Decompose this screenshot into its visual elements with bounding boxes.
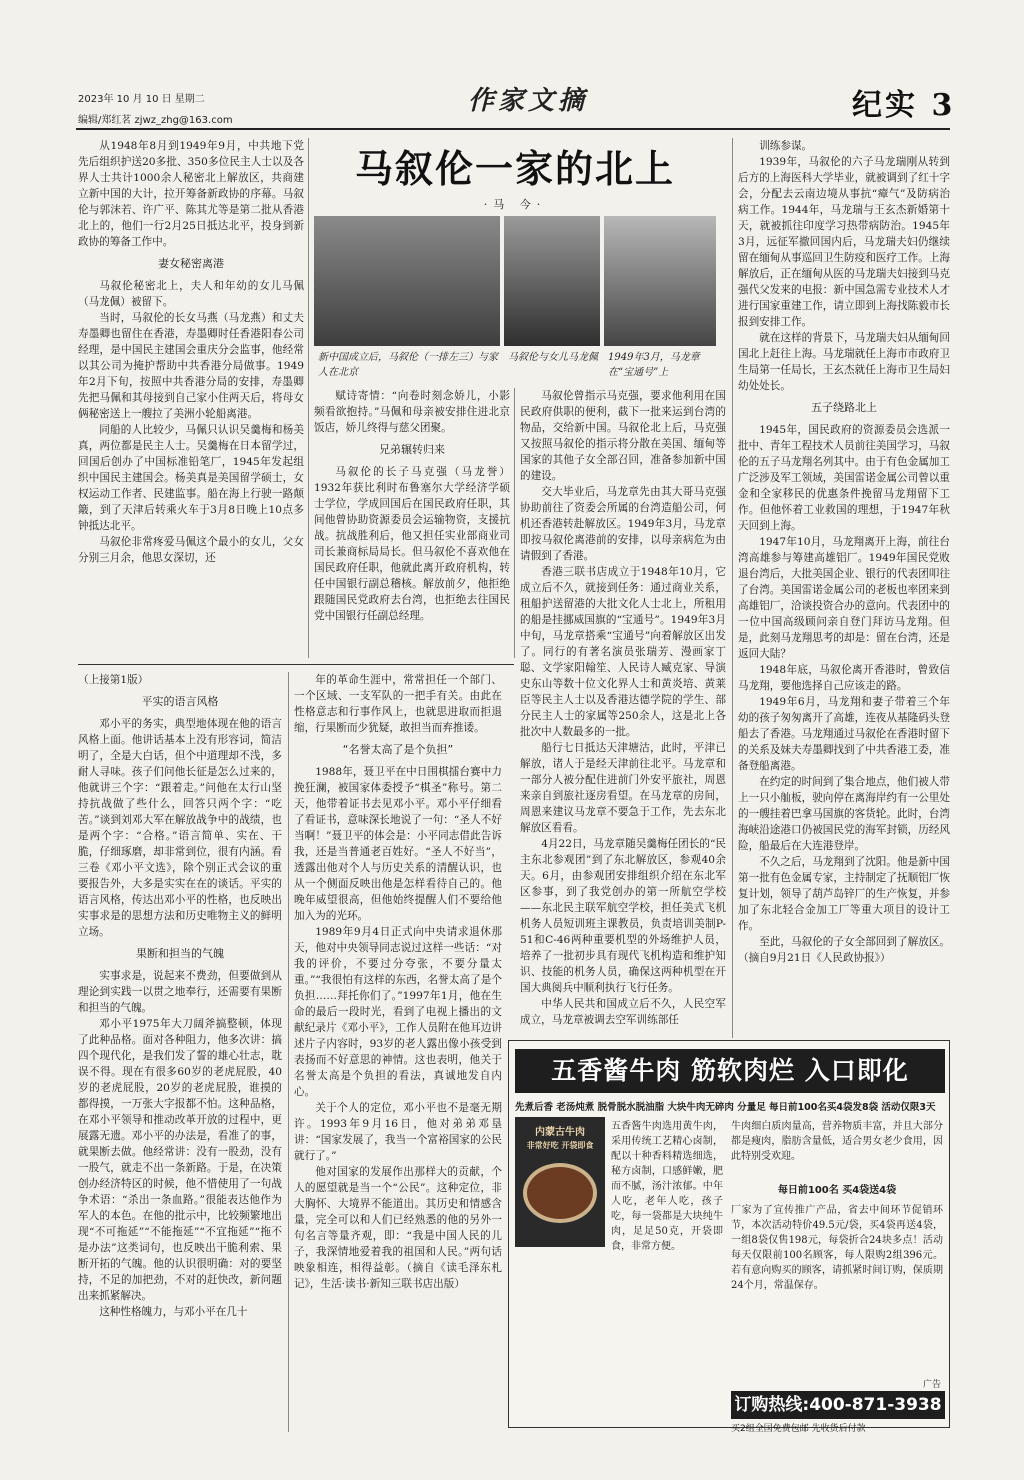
paragraph: 至此，马叙伦的子女全部回到了解放区。（摘自9月21日《人民政协报》） — [738, 936, 950, 964]
section-title: 纪实 3 — [852, 88, 956, 123]
article-col-2 — [314, 388, 510, 658]
photo-caption-3: 1949年3月，马龙章在“宝通号”上 — [608, 352, 700, 378]
subheading-fifth: 五子绕路北上 — [811, 401, 877, 414]
ad-headline: 五香酱牛肉 筋软肉烂 入口即化 — [515, 1049, 945, 1093]
article-col-3 — [520, 388, 726, 1040]
paragraph: 不久之后，马龙翔到了沈阳。他是新中国第一批有色金属专家，主持制定了抚顺铝厂恢复计划，领导了葫芦岛锌厂的生产恢复，并参加了东北轻合金加工厂等重大项目的设计工作。 — [738, 856, 950, 932]
ship-photo — [604, 216, 716, 346]
paragraph: 从1948年8月到1949年9月，中共地下党先后组织护送20多批、350多位民主人士以及各界人士共计1000余人秘密北上解放区，共商建立新中国的大计，拉开筹备新政协的序幕。马叙伦与郭沫若、许广平、陈其尤等是第二批从香港北上的，他们一行2月25日抵达北平，投身到新政协的筹备工作中。 — [78, 140, 304, 248]
article-author: ·马 今· — [483, 198, 547, 211]
order-hotline[interactable]: 订购热线:400-871-3938 — [731, 1391, 945, 1419]
column-divider — [732, 138, 733, 1038]
paragraph: 1989年9月4日正式向中央请求退休那天，他对中央领导同志说过这样一些话：“对我的评价，不要过分夸张，不要分量太重。”“我很怕有这样的东西，名誉太高了是个负担……拜托你们了。”1997年1月，他在生命的最后一段时光，看到了电视上播出的文献纪录片《邓小平》，工作人员附在他耳边讲述片子内容时，93岁的老人露出像小孩受到表扬而不好意思的神情。这也表明，他关于名誉太高是个负担的看法，真诚地发自内心。 — [294, 926, 502, 1098]
article-title: 马叙伦一家的北上 — [354, 147, 675, 191]
paragraph: 实事求是，说起来不费劲，但要做到从理论到实践一以贯之地奉行，还需要有果断和担当的气魄。 — [78, 970, 282, 1014]
paragraph: 马叙伦的长子马克强（马龙誉）1932年获比利时布鲁塞尔大学经济学硕士学位，学成回国后在国民政府任职，其间他曾协助资源委员会运输物资，支援抗战。抗战胜利后，他又担任实业部商业司司长兼商标局局长。但马叙伦不喜欢他在国民政府任职，他就此离开政府机构，转任中国银行副总稽核。解放前夕，他拒绝跟随国民党政府去台湾，也拒绝去往国民党中国银行任副总经理。 — [314, 466, 510, 622]
subheading-brothers: 兄弟辗转归来 — [379, 443, 445, 456]
paragraph: 同船的人比较少，马佩只认识吴羹梅和杨美真，两位都是民主人士。吴羹梅在日本留学过，回国后创办了中国标准铅笔厂，1945年发起组织中国民主建国会。杨美真是美国留学硕士，女权运动工作者、民建监事。船在海上行驶一路颠簸，到了天津后转乘火车于3月8日晚上10点多钟抵达北平。 — [78, 424, 304, 532]
paragraph: 1947年10月，马龙翔离开上海，前往台湾高雄参与筹建高雄铝厂。1949年国民党败退台湾后，大批美国企业、银行的代表团叩往了台湾。美国雷诺金属公司的老板也率团来到高雄铝厂，洽谈投资合办的意向。代表团中的一位中国高级顾问亲自登门拜访马龙翔。但是，此刻马龙翔思考的却是：留在台湾，还是返回大陆？ — [738, 536, 950, 660]
paragraph: 关于个人的定位，邓小平也不是毫无期许。1993年9月16日，他对弟弟邓垦讲：“国家发展了，我当一个富裕国家的公民就行了。” — [294, 1102, 502, 1162]
paragraph: 邓小平1975年大刀阔斧搞整顿，体现了此种品格。面对各种阻力，他多次讲：搞四个现代化，是我们发了誓的雄心壮志，耽误不得。现在有很多60岁的老虎屁股，40岁的老虎屁股，20岁的老虎屁股，谁摸的都得摸，一万张大字报都不怕。这种品格，在邓小平领导和推动改革开放的过程中，更展露无遗。邓小平的办法是，看准了的事，就果断去做。他经常讲：没有一股劲，没有一股气，就走不出一条新路。于是，在决策创办经济特区的时候，他不惜使用了一句战争术语：“杀出一条血路。”很能表达他作为军人的本色。在他的批示中，比较频繁地出现“不可拖延”“不能拖延”“不宜拖延”“拖不是办法”这类词句，也反映出干脆利索、果断开拓的气魄。他的认识很明确：对的要坚持，不足的加把劲，不对的赶快改，新问题出来抓紧解决。 — [78, 1018, 282, 1302]
paragraph: 就在这样的背景下，马龙瑞夫妇从缅甸回国北上赶往上海。马龙瑞就任上海市市政府卫生局第一任局长，王玄杰就任上海市卫生局妇幼处处长。 — [738, 332, 950, 392]
subheading-fame: “名誉太高了是个负担” — [342, 743, 454, 756]
deng-col-2 — [294, 672, 502, 1432]
issue-date: 2023年 10 月 10 日 星期二 — [78, 94, 205, 105]
paragraph: 马叙伦秘密北上，夫人和年幼的女儿马佩（马龙佩）被留下。 — [78, 280, 304, 308]
ad-footer: 买2组全国免费包邮 先收货后付款 — [731, 1424, 866, 1434]
column-divider — [288, 672, 289, 1432]
daughter-photo — [504, 216, 600, 346]
paragraph: 香港三联书店成立于1948年10月，它成立后不久，就接到任务：通过商业关系，租船护送留港的大批文化人士北上，所租用的船是挂挪威国旗的“宝通号”。1949年3月中旬，马龙章搭乘“宝通号”向着解放区出发了。同行的有著名演员张瑞芳、漫画家丁聪、文学家阳翰笙、人民诗人臧克家、导演史东山等数十位文化界人士和黄炎培、黄莱臣等民主人士以及香港达德学院的学生、部分民主人士的家属等250余人，这是北上各批次中人数最多的一批。 — [520, 566, 726, 738]
paragraph: 他对国家的发展作出那样大的贡献，个人的愿望就是当一个“公民”。这种定位，非大胸怀、大境界不能道出。其历史和情感含量，完全可以和人们已经熟悉的他的另外一句名言等量齐观，即：“我是中国人民的儿子，我深情地爱着我的祖国和人民。”两句话映象相连，相得益彰。（摘自《读毛泽东札记》，生活·读书·新知三联书店出版） — [294, 1166, 502, 1290]
beef-advertisement — [508, 1040, 950, 1434]
paragraph: 1948年底，马叙伦离开香港时，曾致信马龙翔，要他选择自己应该走的路。 — [738, 664, 950, 692]
photo-caption-2: 马叙伦与女儿马龙佩 — [508, 352, 598, 363]
ad-text-1: 五香酱牛肉选用黄牛肉，采用传统工艺精心卤制，配以十种香料精选细选，秘方卤制，口感鲜嫩，肥而不腻，汤汁浓郁。中年人吃，老年人吃，孩子吃，每一袋都是大块纯牛肉，足足50克，开袋即食，非常方便。 — [611, 1121, 723, 1252]
ad-text-2: 牛肉细白质肉量高，营养物质丰富，并且大部分都是瘦肉，脂肪含量低，适合男女老少食用，因此特别受欢迎。 — [731, 1121, 943, 1162]
paragraph: 年的革命生涯中，常常担任一个部门、一个区域、一支军队的一把手有关。由此在性格意志和行事作风上，也就思进取而拒退缩，行果断而少犹疑，敢担当而弃推诿。 — [294, 674, 502, 734]
editor-line: 编辑/郑红茗 zjwz_zhg@163.com — [78, 115, 233, 126]
header-rule — [76, 128, 950, 130]
ad-text-3: 厂家为了宣传推广产品，省去中间环节促销环节，本次活动特价49.5元/袋，买4袋再送4袋，一组8袋仅售198元，每袋折合24块多点！活动每天仅限前100名顾客，每人限购2组396元。若有意向购买的顾客，请抓紧时间订购，保质期24个月，常温保存。 — [731, 1205, 943, 1291]
photo-caption-1: 新中国成立后，马叙伦（一排左三）与家人在北京 — [318, 352, 498, 378]
paragraph: 当时，马叙伦的长女马燕（马龙燕）和丈夫寿墨卿也留住在香港，寿墨卿时任香港阳春公司经理，是中国民主建国会重庆分会监事，他经常以其公司为掩护帮助中共香港分局做事。1949年2月下旬，按照中共香港分局的安排，寿墨卿先把马佩和其母接到自己家小住两天后，将母女俩秘密送上一艘拉了美洲小轮船离港。 — [78, 312, 304, 420]
paragraph: 训练参谋。 — [759, 140, 813, 152]
subheading-language: 平实的语言风格 — [141, 695, 219, 708]
paragraph: 马叙伦非常疼爱马佩这个最小的女儿，父女分别三月余，他思女深切，还 — [78, 536, 304, 564]
paragraph: 船行七日抵达天津塘沽，此时，平津已解放，诸人于是经天津前往北平。马龙章和一部分人被分配住进前门外安平旅社，周恩来亲自到旅社逐房看望。在马龙章的房间，周恩来建议马龙章不要急于工作，先去东北解放区看看。 — [520, 742, 726, 834]
column-divider — [308, 138, 309, 658]
deng-col-1 — [78, 672, 282, 1432]
paragraph: 中华人民共和国成立后不久，人民空军成立，马龙章被调去空军训练部任 — [520, 998, 726, 1026]
article-col-1 — [78, 138, 304, 658]
masthead: 作家文摘 — [468, 86, 589, 116]
paragraph: 4月22日，马龙章随吴羹梅任团长的“民主东北参观团”到了东北解放区，参观40余天。6月，由参观团安排组织介绍在东北军区参事，到了我党创办的第一所航空学校——东北民主联军航空学校，担任美式飞机机务人员短训班主课教员，负责培训美制P-51和C-46两种重要机型的外场维护人员，培养了一批初步具有现代飞机构造和维护知识、技能的机务人员，确保这两种机型在开国大典阅兵中顺利执行飞行任务。 — [520, 838, 726, 994]
article-col-4 — [738, 138, 950, 1038]
ad-label: 广告 — [922, 1380, 941, 1390]
paragraph: 1949年6月，马龙翔和妻子带着三个年幼的孩子匆匆离开了高雄，连夜从基隆码头登船去了香港。马龙翔通过马叙伦在香港时留下的关系及妹夫寿墨卿找到了中共香港工委，准备登船离港。 — [738, 696, 950, 772]
section-rule — [78, 664, 514, 665]
column-divider — [514, 388, 515, 658]
paragraph: 赋诗寄情：“向卷时刻念娇儿，小影频看欲抱持。”马佩和母亲被安排住进北京饭店，娇儿终得与慈父团聚。 — [314, 390, 510, 434]
continued-note: （上接第1版） — [78, 674, 149, 686]
paragraph: 邓小平的务实，典型地体现在他的语言风格上面。他讲话基本上没有形容词，简洁明了，全是大白话，但个中道理却不浅，多耐人寻味。孩子们问他长征是怎么过来的，他就讲三个字：“跟着走。”问他在太行山坚持抗战做了些什么，回答只两个字：“吃苦。”谈到刘邓大军在解放战争中的战绩，也是两个字：“合格。”语言简单、实在、干脆，仔细琢磨，却非常到位，很有内涵。看三卷《邓小平文选》，除个别正式会议的重要报告外，大多是实实在在的谈话。平实的语言风格，传达出邓小平的性格，也反映出实事求是的思想方法和历史唯物主义的鲜明立场。 — [78, 718, 282, 938]
ad-image-label: 内蒙古牛肉 — [535, 1127, 585, 1138]
ad-offer: 每日前100名 买4袋送4袋 — [777, 1185, 897, 1196]
subheading-courage: 果断和担当的气魄 — [136, 947, 224, 960]
subheading-wife: 妻女秘密离港 — [158, 257, 224, 270]
paragraph: 马叙伦曾指示马克强，要求他利用在国民政府供职的便利，截下一批来运到台湾的物品，交给新中国。马叙伦北上后，马克强又按照马叙伦的指示将分散在美国、缅甸等国家的其他子女全部召回，准备参加新中国的建设。 — [520, 390, 726, 482]
family-photo — [314, 216, 500, 346]
paragraph: 交大毕业后，马龙章先由其大哥马克强协助前往了资委会所属的台湾造船公司，何机还香港转赴解放区。1949年3月，马龙章即按马叙伦离港前的安排，以母亲病危为由请假到了香港。 — [520, 486, 726, 562]
paragraph: 在约定的时间到了集合地点，他们被人带上一只小舢板，驶向停在离海岸约有一公里处的一艘挂着巴拿马国旗的客货轮。此时，台湾海峡沿途港口仍被国民党的海军封锁，历经风险，船最后在大连港登岸。 — [738, 776, 950, 852]
beef-bowl-icon — [523, 1163, 597, 1223]
paragraph: 1945年，国民政府的资源委员会选派一批中、青年工程技术人员前往美国学习，马叙伦的五子马龙翔名列其中。由于有色金属加工广泛涉及军工领域，美国雷诺金属公司曾以重金和全家移民的优惠条件挽留马龙翔留下工作。但他怀着工业救国的理想，于1947年秋天回到上海。 — [738, 424, 950, 532]
beef-product-image — [515, 1117, 605, 1247]
paragraph: 1988年，聂卫平在中日围棋擂台赛中力挽狂澜，被国家体委授予“棋圣”称号。第二天，他带着证书去见邓小平。邓小平仔细看了看证书，意味深长地说了一句：“圣人不好当啊！”聂卫平的体会是：小平同志借此告诉我，还是当普通老百姓好。“圣人不好当”，透露出他对个人与历史关系的清醒认识，也从一个侧面反映出他是怎样看待自己的。他晚年威望很高，但他始终提醒人们不要给他加入为的光环。 — [294, 766, 502, 922]
ad-image-sub: 非常好吃 开袋即食 — [526, 1141, 594, 1150]
paragraph: 1939年，马叙伦的六子马龙瑞刚从转到后方的上海医科大学毕业，就被调到了红十字会，分配去云南边境从事抗“瘴气”及防病治病工作。1944年，马龙瑞与王玄杰新婚第十天，就被抓往印度学习热带病防治。1945年3月，远征军撤回国内后，马龙瑞夫妇仍继续留在缅甸从事巡回卫生防疫和医疗工作。上海解放后，正在缅甸从医的马龙瑞夫妇接到马克强代父发来的电报：新中国急需专业技术人才进行国家重建工作，请立即到上海找陈毅市长报到安排工作。 — [738, 156, 950, 328]
paragraph: 这种性格魄力，与邓小平在几十 — [99, 1306, 248, 1318]
ad-subline: 先煮后香 老汤炖煮 脱骨脱水脱油脂 大块牛肉无碎肉 分量足 每日前100名买4袋发8袋 活动仅限3天 — [515, 1102, 936, 1113]
